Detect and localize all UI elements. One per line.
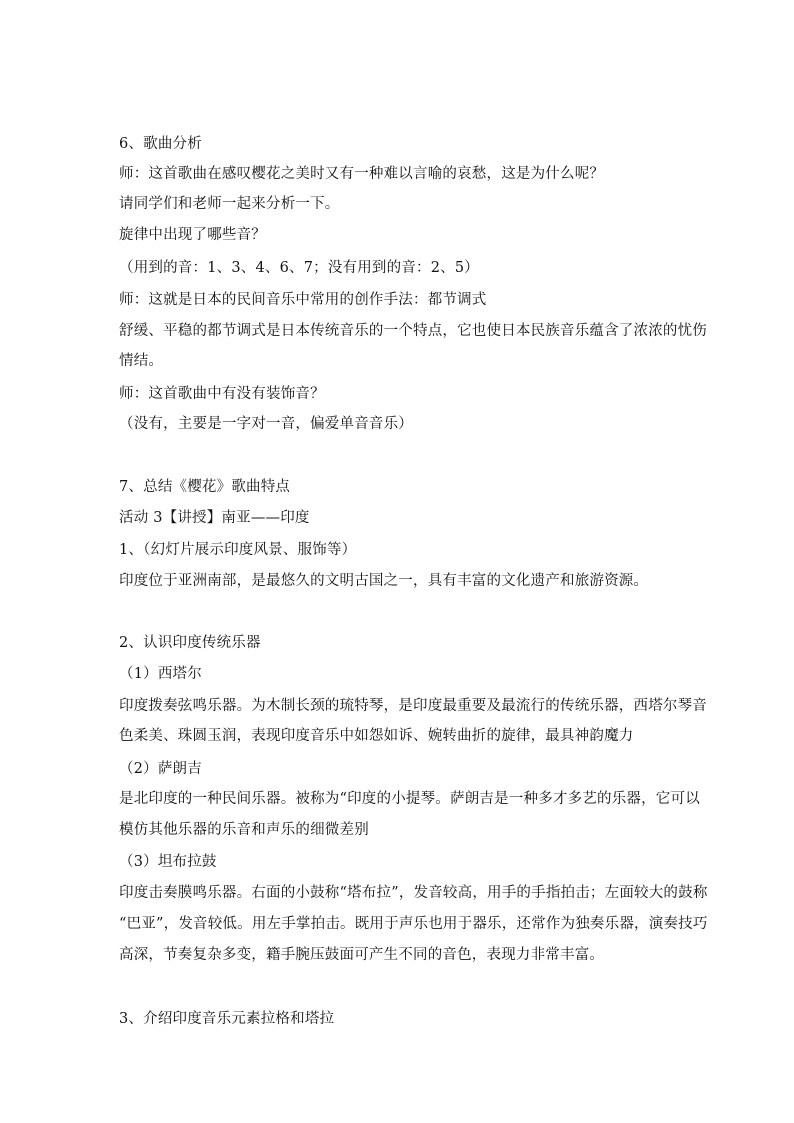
paragraph-line: 师：这就是日本的民间音乐中常用的创作手法：都节调式 (119, 292, 487, 308)
paragraph-line: 高深，节奏复杂多变，籍手腕压鼓面可产生不同的音色，表现力非常丰富。 (119, 947, 605, 963)
paragraph-line: 1、（幻灯片展示印度风景、服饰等） (119, 542, 357, 558)
paragraph-line: 情结。 (119, 353, 164, 369)
paragraph-line: 印度位于亚洲南部，是最悠久的文明古国之一，具有丰富的文化遗产和旅游资源。 (119, 573, 649, 589)
heading-song-analysis: 6、歌曲分析 (119, 136, 202, 152)
paragraph-line: 色柔美、珠圆玉润，表现印度音乐中如怨如诉、婉转曲折的旋律，最具神韵魔力 (119, 728, 634, 744)
paragraph-line: 印度击奏膜鸣乐器。右面的小鼓称“塔布拉”，发音较高，用手的手指拍击；左面较大的鼓称 (119, 885, 708, 901)
paragraph-line: （没有，主要是一字对一音，偏爱单音音乐） (119, 416, 413, 432)
heading-activity-3: 活动 3【讲授】南亚——印度 (119, 510, 310, 526)
heading-raga-tala: 3、介绍印度音乐元素拉格和塔拉 (119, 1011, 335, 1027)
paragraph-line: 是北印度的一种民间乐器。被称为“印度的小提琴。萨朗吉是一种多才多艺的乐器，它可以 (119, 791, 700, 807)
paragraph-line: 师：这首歌曲在感叹樱花之美时又有一种难以言喻的哀愁，这是为什么呢？ (119, 166, 605, 182)
paragraph-line: 舒缓、平稳的都节调式是日本传统音乐的一个特点，它也使日本民族音乐蕴含了浓浓的忧伤 (119, 323, 707, 339)
subheading-tabla: （3）坦布拉鼓 (119, 854, 217, 870)
paragraph-line: （用到的音：1、3、4、6、7；没有用到的音：2、5） (119, 260, 479, 276)
subheading-sitar: （1）西塔尔 (119, 666, 202, 682)
paragraph-line: 师：这首歌曲中有没有装饰音？ (119, 386, 325, 402)
paragraph-line: 请同学们和老师一起来分析一下。 (119, 196, 340, 212)
paragraph-line: 模仿其他乐器的乐音和声乐的细微差别 (119, 822, 369, 838)
heading-instruments: 2、认识印度传统乐器 (119, 635, 261, 651)
paragraph-line: 印度拨奏弦鸣乐器。为木制长颈的琉特琴，是印度最重要及最流行的传统乐器，西塔尔琴音 (119, 698, 707, 714)
paragraph-line: “巴亚”，发音较低。用左手掌拍击。既用于声乐也用于器乐，还常作为独奏乐器，演奏技巧 (119, 916, 708, 932)
subheading-sarangi: （2）萨朗吉 (119, 761, 202, 777)
heading-summary: 7、总结《樱花》歌曲特点 (119, 479, 291, 495)
paragraph-line: 旋律中出现了哪些音？ (119, 227, 266, 243)
